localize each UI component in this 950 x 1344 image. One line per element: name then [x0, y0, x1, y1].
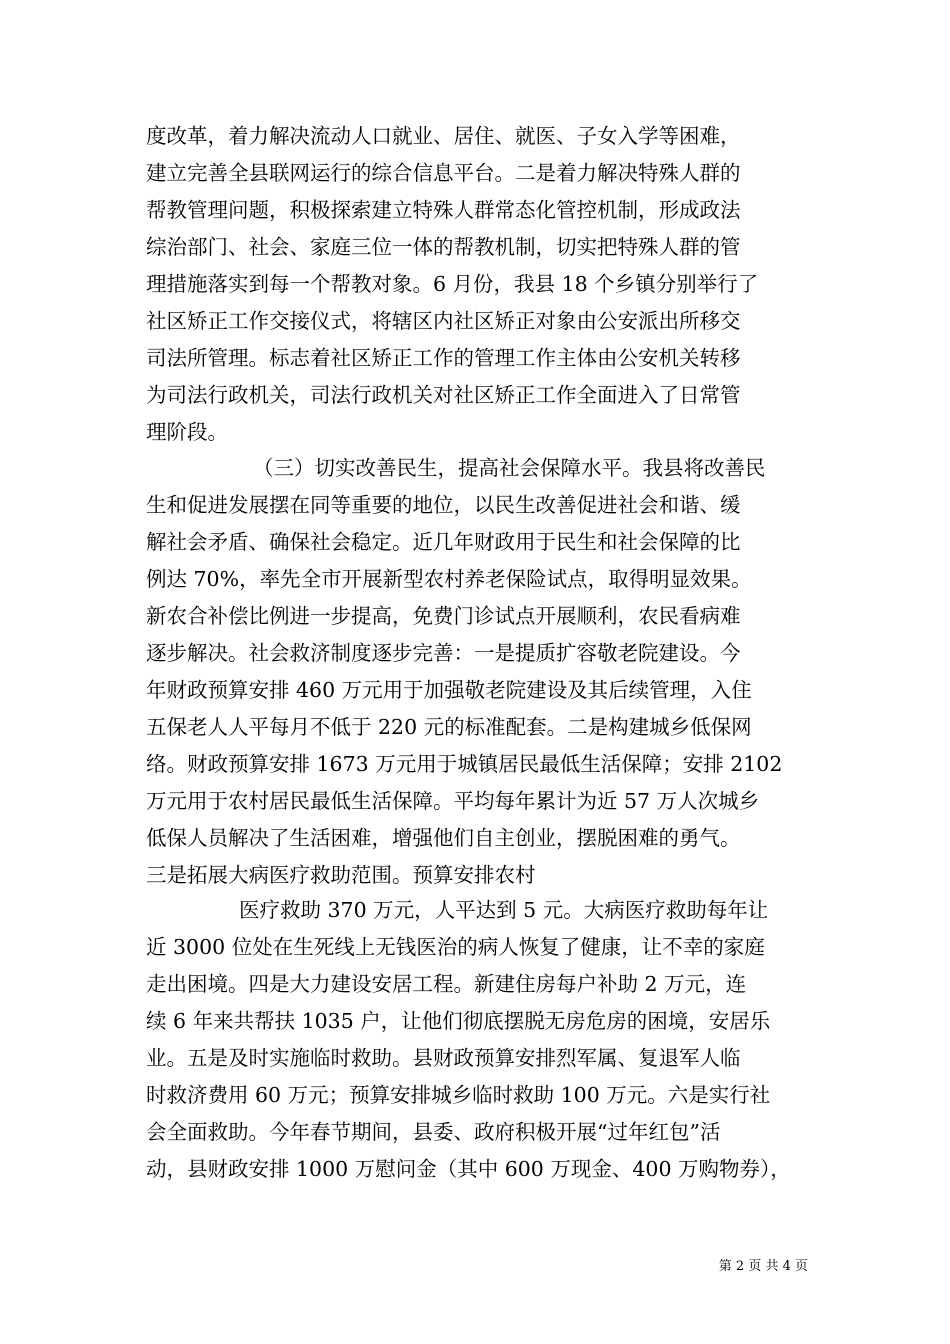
text-line: 社区矫正工作交接仪式，将辖区内社区矫正对象由公安派出所移交: [146, 309, 741, 333]
text-line: 逐步解决。社会救济制度逐步完善：一是提质扩容敬老院建设。今: [146, 641, 741, 665]
text-line: 续 6 年来共帮扶 1035 户，让他们彻底摆脱无房危房的困境，安居乐: [146, 1009, 771, 1033]
text-line: 年财政预算安排 460 万元用于加强敬老院建设及其后续管理，入住: [146, 678, 752, 702]
text-line: 综治部门、社会、家庭三位一体的帮教机制，切实把特殊人群的管: [146, 235, 741, 259]
text-line: 万元用于农村居民最低生活保障。平均每年累计为近 57 万人次城乡: [146, 789, 760, 813]
text-line: 为司法行政机关，司法行政机关对社区矫正工作全面进入了日常管: [146, 383, 741, 407]
text-line: 时救济费用 60 万元；预算安排城乡临时救助 100 万元。六是实行社: [146, 1083, 771, 1107]
text-line: 三是拓展大病医疗救助范围。预算安排农村: [146, 863, 536, 887]
text-line: 理措施落实到每一个帮教对象。6 月份，我县 18 个乡镇分别举行了: [146, 272, 759, 296]
text-line: 五保老人人平每月不低于 220 元的标准配套。二是构建城乡低保网: [146, 715, 752, 739]
text-line: 新农合补偿比例进一步提高，免费门诊试点开展顺利，农民看病难: [146, 604, 741, 628]
text-line-heading: （三）切实改善民生，提高社会保障水平。我县将改善民: [253, 456, 766, 480]
text-line: 帮教管理问题，积极探索建立特殊人群常态化管控机制，形成政法: [146, 198, 741, 222]
text-line: 建立完善全县联网运行的综合信息平台。二是着力解决特殊人群的: [146, 161, 741, 185]
paragraph-3: [146, 892, 826, 1188]
text-line: 解社会矛盾、确保社会稳定。近几年财政用于民生和社会保障的比: [146, 530, 741, 554]
text-line: 近 3000 位处在生死线上无钱医治的病人恢复了健康，让不幸的家庭: [146, 935, 765, 959]
paragraph-1: [146, 118, 826, 451]
text-line: 理阶段。: [146, 420, 228, 444]
text-line: 络。财政预算安排 1673 万元用于城镇居民最低生活保障；安排 2102: [146, 752, 783, 776]
text-line: 医疗救助 370 万元，人平达到 5 元。大病医疗救助每年让: [239, 898, 769, 922]
page-number-footer: 第 2 页 共 4 页: [718, 1259, 808, 1274]
text-line: 生和促进发展摆在同等重要的地位，以民生改善促进社会和谐、缓: [146, 493, 741, 517]
text-line: 司法所管理。标志着社区矫正工作的管理工作主体由公安机关转移: [146, 346, 741, 370]
text-line: 例达 70%，率先全市开展新型农村养老保险试点，取得明显效果。: [146, 567, 752, 591]
text-line: 走出困境。四是大力建设安居工程。新建住房每户补助 2 万元，连: [146, 972, 747, 996]
text-line: 会全面救助。今年春节期间，县委、政府积极开展“过年红包”活: [146, 1120, 721, 1144]
text-line: 度改革，着力解决流动人口就业、居住、就医、子女入学等困难，: [146, 124, 741, 148]
paragraph-2: [146, 450, 826, 894]
text-line: 动，县财政安排 1000 万慰问金（其中 600 万现金、400 万购物券），: [146, 1157, 791, 1181]
text-line: 低保人员解决了生活困难，增强他们自主创业，摆脱困难的勇气。: [146, 826, 741, 850]
text-line: 业。五是及时实施临时救助。县财政预算安排烈军属、复退军人临: [146, 1046, 741, 1070]
